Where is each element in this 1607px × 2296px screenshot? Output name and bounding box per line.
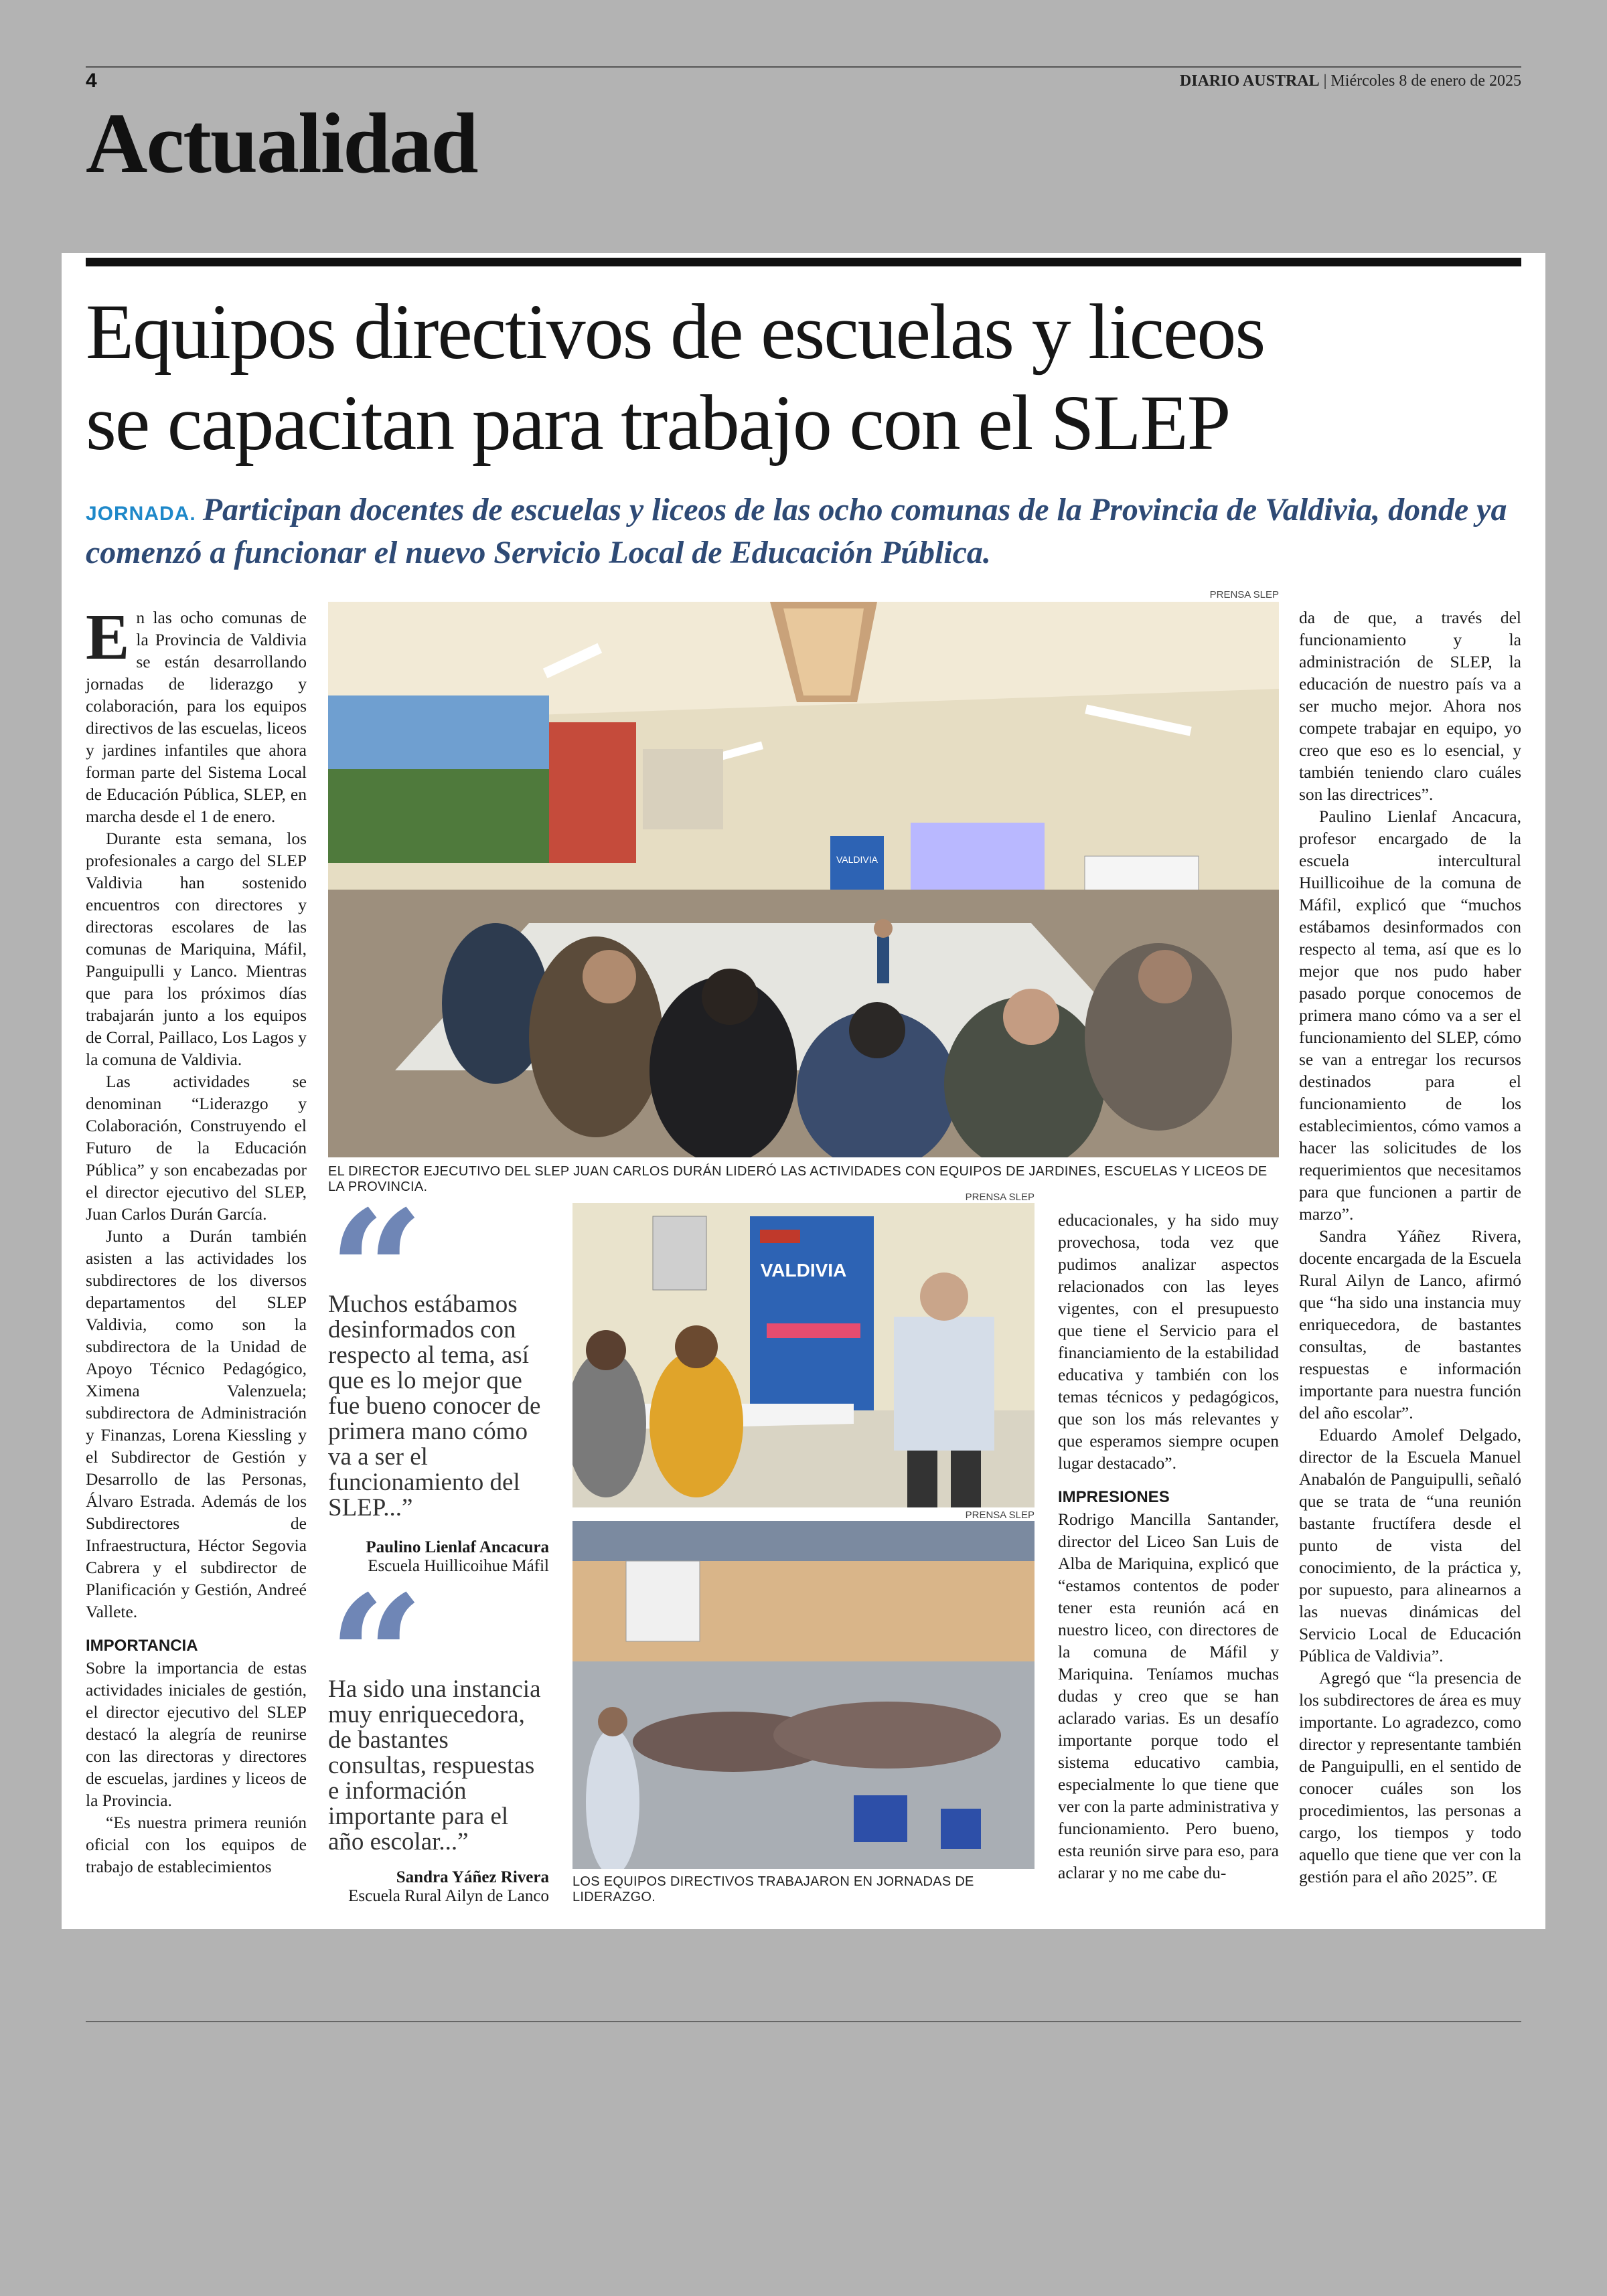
- subheading-impresiones: IMPRESIONES: [1058, 1488, 1170, 1506]
- paragraph: Paulino Lienlaf Ancacura, profesor encargado de la escuela intercultural Huillicoihue de la comuna de Máfil, explicó que “muchos estábamos desinformados con respecto al tema, así que es lo mejor que nos pudo haber pasado porque conocemos de primera mano cómo va a ser el funcionamiento del SLEP, cómo se van a entregar los recursos destinados para el funcionamiento de los establecimientos, cómo vamos a hacer las solicitudes de los requerimientos que necesitamos para que funcionen a partir de marzo”.: [1299, 807, 1521, 1224]
- photo-credit: PRENSA SLEP: [965, 1192, 1035, 1203]
- main-photo: [328, 602, 1279, 1157]
- banner-text: VALDIVIA: [836, 854, 878, 865]
- column-5: [1299, 606, 1521, 1888]
- photo-small-1: [572, 1203, 1035, 1507]
- photo-credit: PRENSA SLEP: [1209, 589, 1279, 600]
- paragraph: Rodrigo Mancilla Santander, director del Liceo San Luis de Alba de Mariquina, explicó que “estamos contentos de poder tener esta reunión acá en nuestro liceo, con directores de la comuna de Máfil y Mariquina. Teníamos muchas dudas y creo que se han aclarado varias. Es un desafío importante porque todo el sistema educativo cambia, especialmente lo que tiene que ver con la parte administrativa y funcionamiento. Pero bueno, esta reunión sirve para eso, para aclarar y no me cabe du-: [1058, 1509, 1279, 1882]
- column-4: [1058, 1209, 1279, 1884]
- main-photo-image: [328, 602, 1279, 1157]
- masthead-date: | Miércoles 8 de enero de 2025: [1319, 72, 1521, 90]
- quote-text: Muchos estábamos desinformados con respecto al tema, así que es lo mejor que fue bueno conocer de primera mano cómo va a ser el funcionamiento del SLEP...”: [328, 1291, 541, 1522]
- quote-mark-icon: [328, 1590, 549, 1677]
- drop-cap: E: [86, 601, 130, 673]
- photo-credit: PRENSA SLEP: [965, 1509, 1035, 1521]
- quote-mark-icon: [328, 1205, 549, 1292]
- masthead-paper: DIARIO AUSTRAL: [1179, 72, 1320, 90]
- photo-small-2-caption: LOS EQUIPOS DIRECTIVOS TRABAJARON EN JORNADAS DE LIDERAZGO.: [572, 1874, 974, 1904]
- paragraph: Durante esta semana, los profesionales a cargo del SLEP Valdivia han sostenido encuentros con directores y directoras escolares de las comunas de Mariquina, Máfil, Panguipulli y Lanco. Mientras que para los próximos días trabajarán junto a los equipos de Corral, Paillaco, Los Lagos y la comuna de Valdivia.: [86, 829, 307, 1069]
- paragraph: “Es nuestra primera reunión oficial con los equipos de trabajo de establecimientos: [86, 1813, 307, 1876]
- headline: [86, 286, 1525, 469]
- kicker: JORNADA.: [86, 503, 196, 525]
- photo-small-2-image: [572, 1521, 1035, 1869]
- paragraph: Las actividades se denominan “Liderazgo y Colaboración, Construyendo el Futuro de la Educación Pública” y son encabezadas por el director ejecutivo del SLEP, Juan Carlos Durán García.: [86, 1072, 307, 1224]
- photo-small-2: [572, 1521, 1035, 1869]
- section-title: Actualidad: [86, 96, 477, 191]
- quote-author: Sandra Yáñez Rivera: [396, 1868, 549, 1886]
- quote-school: Escuela Huillicoihue Máfil: [368, 1557, 549, 1575]
- photo-small-1-image: [572, 1203, 1035, 1507]
- headline-line-2: se capacitan para trabajo con el SLEP: [86, 379, 1230, 467]
- pull-quote-1: [328, 1205, 549, 1576]
- paragraph: Agregó que “la presencia de los subdirectores de área es muy importante. Lo agradezco, como director y representante también de Panguipulli, en el sentido de conocer cuáles son los procedimientos, las personas a cargo, los tiempos y todo aquello que tiene que ver con la gestión para el año 2025”. Œ: [1299, 1668, 1521, 1886]
- paragraph: Eduardo Amolef Delgado, director de la Escuela Manuel Anabalón de Panguipulli, señaló que se trata de “una reunión bastante fructífera desde el punto de vista del conocimiento, de la práctica y, por supuesto, para alinearnos a las nuevas dinámicas del Servicio Local de Educación Pública de Valdivia”.: [1299, 1425, 1521, 1665]
- banner-text: VALDIVIA: [760, 1260, 847, 1281]
- pull-quote-2: [328, 1590, 549, 1906]
- paragraph: En las ocho comunas de la Provincia de Valdivia se están desarrollando jornadas de liderazgo y colaboración, para los equipos directivos de las escuelas, liceos y jardines infantiles que ahora forman parte del Sistema Local de Educación Pública, SLEP, en marcha desde el 1 de enero.: [86, 601, 307, 826]
- deck: [86, 491, 1525, 572]
- quote-school: Escuela Rural Ailyn de Lanco: [348, 1887, 549, 1905]
- main-photo-caption: EL DIRECTOR EJECUTIVO DEL SLEP JUAN CARLOS DURÁN LIDERÓ LAS ACTIVIDADES CON EQUIPOS DE JARDINES, ESCUELAS Y LICEOS DE LA PROVINCIA.: [328, 1164, 1268, 1194]
- page-number: 4: [86, 70, 97, 92]
- paragraph: Sobre la importancia de estas actividades iniciales de gestión, el director ejecutivo del SLEP destacó la alegría de reunirse con las directoras y directores de escuelas, jardines y liceos de la Provincia.: [86, 1658, 307, 1810]
- masthead: [1180, 72, 1521, 90]
- headline-bar: [86, 258, 1521, 266]
- top-rule: [86, 66, 1521, 68]
- subheading-importancia: IMPORTANCIA: [86, 1637, 198, 1655]
- quote-author: Paulino Lienlaf Ancacura: [366, 1538, 549, 1556]
- quote-text: Ha sido una instancia muy enriquecedora, de bastantes consultas, respuestas e información importante para el año escolar...”: [328, 1675, 541, 1856]
- paragraph: da de que, a través del funcionamiento y la administración de SLEP, la educación de nuestro país va a ser mucho mejor. Ahora nos compete trabajar en equipo, yo creo que eso es lo esencial, y también teniendo claro cuáles son las directrices”.: [1299, 608, 1521, 804]
- paragraph: Junto a Durán también asisten a las actividades los subdirectores de los diversos departamentos del SLEP Valdivia, como son la subdirectora de la Unidad de Apoyo Técnico Pedagógico, Ximena Valenzuela; subdirectora de Administración y Finanzas, Lorena Kiessling y el Subdirector de Gestión y Desarrollo de las Personas, Álvaro Estrada. Además de los Subdirectores de Infraestructura, Héctor Segovia Cabrera y el subdirector de Planificación y Gestión, Andreé Vallete.: [86, 1226, 307, 1621]
- bottom-rule: [86, 2021, 1521, 2022]
- paragraph: educacionales, y ha sido muy provechosa, toda vez que pudimos analizar aspectos relacionados con las leyes vigentes, con el presupuesto que tiene el Servicio para el financiamiento de la estabilidad educativa y también con los temas técnicos y pedagógicos, que son los más relevantes y que esperamos siempre ocupen lugar destacado”.: [1058, 1210, 1279, 1473]
- headline-line-1: Equipos directivos de escuelas y liceos: [86, 288, 1265, 376]
- column-1: [86, 601, 307, 1878]
- paragraph: Sandra Yáñez Rivera, docente encargada de la Escuela Rural Ailyn de Lanco, afirmó que “ha sido una instancia muy enriquecedora, de bastantes consultas, de bastantes respuestas e información importante para nuestra función del año escolar”.: [1299, 1226, 1521, 1422]
- deck-text: Participan docentes de escuelas y liceos de las ocho comunas de la Provincia de Valdivia, donde ya comenzó a funcionar el nuevo Servicio Local de Educación Pública.: [86, 492, 1507, 570]
- end-mark-icon: Œ: [1482, 1867, 1498, 1886]
